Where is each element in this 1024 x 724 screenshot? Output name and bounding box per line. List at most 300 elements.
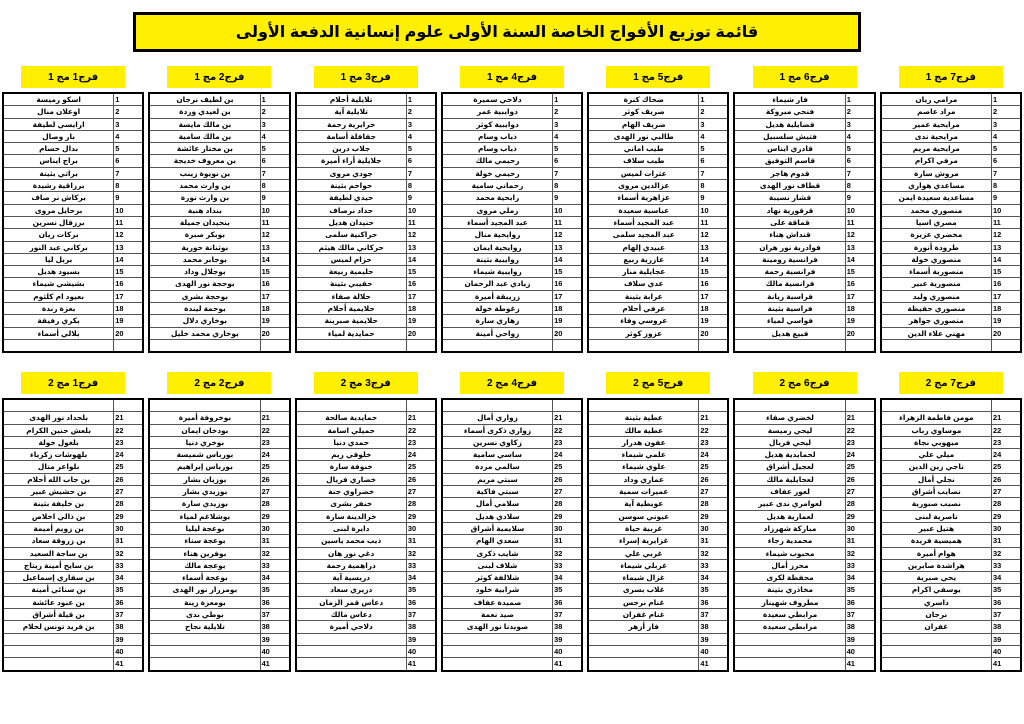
row-number	[845, 339, 875, 352]
student-name: نجلي أمال	[881, 473, 992, 485]
table-row	[881, 510, 1021, 522]
table-row	[442, 609, 582, 621]
row-number	[406, 339, 436, 352]
row-number	[553, 339, 583, 352]
roster-table	[441, 398, 583, 672]
student-name: قدوم هاجر	[734, 167, 845, 179]
student-name	[296, 339, 407, 352]
student-name	[3, 399, 114, 412]
row-number: 34	[114, 572, 144, 584]
table-row	[296, 486, 436, 498]
table-row	[149, 130, 289, 142]
student-name: برزاقية رشيدة	[3, 180, 114, 192]
table-row	[734, 399, 874, 412]
table-row	[881, 204, 1021, 216]
row-number: 20	[553, 327, 583, 339]
table-row	[881, 315, 1021, 327]
row-number: 41	[553, 658, 583, 671]
student-name: بن وارث محمد	[149, 180, 260, 192]
student-name: زواحي أمينة	[442, 327, 553, 339]
group-header-label: فرج1 مج 1	[21, 66, 125, 88]
student-name: بومعزة زينة	[149, 596, 260, 608]
student-name: لعجيل أشراق	[734, 461, 845, 473]
student-name: مرابطي سعيدة	[734, 621, 845, 633]
table-row	[296, 339, 436, 352]
table-row	[442, 522, 582, 534]
table-row	[149, 278, 289, 290]
row-number: 21	[260, 412, 290, 424]
student-name: فرانسية رحمة	[734, 266, 845, 278]
student-name: بن مالك مايسة	[149, 118, 260, 130]
table-row	[442, 253, 582, 265]
student-name: تلايلية آية	[296, 106, 407, 118]
student-name: عميرات سمية	[588, 486, 699, 498]
row-number: 16	[260, 278, 290, 290]
student-name: تلايلية نجاح	[149, 621, 260, 633]
student-name: عرابة بثينة	[588, 290, 699, 302]
row-number: 37	[699, 609, 729, 621]
table-row	[3, 290, 143, 302]
group-header-label: فرج2 مج 1	[167, 66, 271, 88]
student-name: بوزيدي سارة	[149, 498, 260, 510]
table-row	[881, 130, 1021, 142]
student-name: علوي شيماء	[588, 461, 699, 473]
table-row	[734, 192, 874, 204]
student-name: فواسي لمياء	[734, 315, 845, 327]
row-number: 10	[553, 204, 583, 216]
table-row	[3, 192, 143, 204]
table-row	[588, 315, 728, 327]
student-name: فاز أزهر	[588, 621, 699, 633]
student-name: لحمايدية هديل	[734, 449, 845, 461]
student-name: بوطي ندى	[149, 609, 260, 621]
row-number: 14	[406, 253, 436, 265]
row-number: 36	[845, 596, 875, 608]
student-name	[149, 633, 260, 645]
student-name	[296, 633, 407, 645]
table-row	[734, 596, 874, 608]
row-number: 12	[260, 229, 290, 241]
student-name	[442, 339, 553, 352]
student-name: شلالفة كوثر	[442, 572, 553, 584]
table-row	[734, 130, 874, 142]
student-name: بن حشيش عبير	[3, 486, 114, 498]
table-row	[442, 130, 582, 142]
table-row	[734, 106, 874, 118]
row-number: 38	[699, 621, 729, 633]
table-row	[149, 327, 289, 339]
table-row	[442, 106, 582, 118]
student-name: منصوري جواهر	[881, 315, 992, 327]
student-name	[149, 339, 260, 352]
row-number: 26	[260, 473, 290, 485]
student-name: خرالدينة سارة	[296, 510, 407, 522]
student-name: بن جاب الله أحلام	[3, 473, 114, 485]
row-number: 1	[991, 93, 1021, 106]
row-number: 21	[114, 412, 144, 424]
student-name	[734, 645, 845, 657]
row-number: 27	[114, 486, 144, 498]
row-number: 24	[553, 449, 583, 461]
row-number: 3	[699, 118, 729, 130]
table-row	[734, 229, 874, 241]
student-name: بن لطيف نرجان	[149, 93, 260, 106]
row-number: 33	[114, 559, 144, 571]
table-row	[442, 645, 582, 657]
student-name: ذياب وسام	[442, 130, 553, 142]
student-name: برحايل مروى	[3, 204, 114, 216]
row-number: 15	[553, 266, 583, 278]
student-name: اسكو رميسة	[3, 93, 114, 106]
row-number: 10	[991, 204, 1021, 216]
row-number: 3	[553, 118, 583, 130]
row-number: 13	[260, 241, 290, 253]
row-number: 40	[991, 645, 1021, 657]
row-number: 29	[406, 510, 436, 522]
row-number	[406, 399, 436, 412]
row-number: 41	[260, 658, 290, 671]
table-row	[296, 461, 436, 473]
student-name	[296, 645, 407, 657]
table-row	[296, 436, 436, 448]
student-name: حداد نرصاف	[296, 204, 407, 216]
student-name: نرجان	[881, 609, 992, 621]
table-row	[3, 572, 143, 584]
row-number: 31	[260, 535, 290, 547]
row-number: 39	[406, 633, 436, 645]
table-row	[588, 155, 728, 167]
row-number: 9	[991, 192, 1021, 204]
student-name: منصوري خولة	[881, 253, 992, 265]
table-row	[296, 658, 436, 671]
row-number: 2	[991, 106, 1021, 118]
table-row	[149, 303, 289, 315]
row-number: 8	[114, 180, 144, 192]
row-number: 26	[699, 473, 729, 485]
student-name: ذيب محمد ياسين	[296, 535, 407, 547]
table-row	[3, 130, 143, 142]
group-column	[0, 66, 146, 353]
row-number: 24	[845, 449, 875, 461]
table-row	[881, 621, 1021, 633]
table-row	[296, 253, 436, 265]
student-name: طرودة أنورة	[881, 241, 992, 253]
table-row	[296, 118, 436, 130]
row-number: 24	[260, 449, 290, 461]
row-number: 30	[845, 522, 875, 534]
table-row	[881, 498, 1021, 510]
student-name: براج ايناس	[3, 155, 114, 167]
student-name	[734, 633, 845, 645]
student-name: مرايحية مريم	[881, 143, 992, 155]
table-row	[296, 547, 436, 559]
table-row	[881, 596, 1021, 608]
table-row	[881, 522, 1021, 534]
row-number: 14	[699, 253, 729, 265]
student-name: بن سفاري إسماعيل	[3, 572, 114, 584]
row-number: 28	[260, 498, 290, 510]
student-name: حنيدان هديل	[296, 216, 407, 228]
row-number: 2	[260, 106, 290, 118]
student-name: خنوفة سارة	[296, 461, 407, 473]
student-name: بلحداد نور الهدى	[3, 412, 114, 424]
student-name: غربي علي	[588, 547, 699, 559]
table-row	[881, 412, 1021, 424]
row-number: 18	[991, 303, 1021, 315]
table-row	[3, 535, 143, 547]
student-name: دراهمية رحمة	[296, 559, 407, 571]
table-row	[3, 303, 143, 315]
table-row	[149, 118, 289, 130]
row-number: 28	[845, 498, 875, 510]
student-name: ليحي رميسة	[734, 424, 845, 436]
roster-table	[441, 92, 583, 353]
row-number: 16	[991, 278, 1021, 290]
student-name: روايحية ايمان	[442, 241, 553, 253]
table-row	[3, 155, 143, 167]
table-row	[734, 633, 874, 645]
table-row	[881, 327, 1021, 339]
table-row	[442, 290, 582, 302]
student-name: جفافلة أسامة	[296, 130, 407, 142]
table-row	[3, 584, 143, 596]
table-row	[588, 645, 728, 657]
row-number: 37	[406, 609, 436, 621]
student-name: يوسفي اكرام	[881, 584, 992, 596]
row-number: 6	[114, 155, 144, 167]
row-number: 15	[406, 266, 436, 278]
student-name: بن نويوة زينب	[149, 167, 260, 179]
student-name: عرفي أحلام	[588, 303, 699, 315]
table-row	[881, 290, 1021, 302]
table-row	[296, 216, 436, 228]
student-name: بركاش نر صاف	[3, 192, 114, 204]
student-name: عزاهرية أسماء	[588, 192, 699, 204]
row-number: 30	[114, 522, 144, 534]
row-number: 13	[406, 241, 436, 253]
row-number: 20	[114, 327, 144, 339]
roster-table	[2, 92, 144, 353]
table-row	[588, 229, 728, 241]
table-row	[3, 204, 143, 216]
student-name: بلهوشات زكرياء	[3, 449, 114, 461]
row-number: 18	[260, 303, 290, 315]
student-name: بن فريد تونس لحلام	[3, 621, 114, 633]
row-number: 27	[260, 486, 290, 498]
table-row	[3, 609, 143, 621]
student-name: تلايلية أحلام	[296, 93, 407, 106]
row-number: 3	[991, 118, 1021, 130]
row-number: 23	[845, 436, 875, 448]
row-number: 36	[114, 596, 144, 608]
student-name: برزقال نسرين	[3, 216, 114, 228]
student-name: ساسي سامية	[442, 449, 553, 461]
row-number: 25	[260, 461, 290, 473]
table-row	[588, 522, 728, 534]
row-number: 8	[260, 180, 290, 192]
student-name: منصوري وليد	[881, 290, 992, 302]
row-number: 10	[699, 204, 729, 216]
student-name	[734, 339, 845, 352]
row-number: 10	[845, 204, 875, 216]
row-number: 34	[845, 572, 875, 584]
table-row	[588, 339, 728, 352]
row-number: 34	[553, 572, 583, 584]
row-number: 38	[991, 621, 1021, 633]
student-name: غلاب بسرى	[588, 584, 699, 596]
row-number: 14	[553, 253, 583, 265]
table-row	[588, 658, 728, 671]
table-row	[296, 621, 436, 633]
table-row	[442, 399, 582, 412]
student-name: بن زويم أميمة	[3, 522, 114, 534]
table-row	[734, 658, 874, 671]
student-name: يحي صبرية	[881, 572, 992, 584]
student-name: بلعش حنين الكرام	[3, 424, 114, 436]
student-name: منصورية عبير	[881, 278, 992, 290]
row-number: 11	[260, 216, 290, 228]
table-row	[881, 216, 1021, 228]
table-row	[296, 559, 436, 571]
row-number: 13	[114, 241, 144, 253]
row-number: 22	[114, 424, 144, 436]
row-number: 39	[114, 633, 144, 645]
student-name: قطاف نور الهدى	[734, 180, 845, 192]
table-row	[588, 118, 728, 130]
student-name: بوشلاغم لمياء	[149, 510, 260, 522]
row-number: 2	[845, 106, 875, 118]
group-column	[293, 372, 439, 672]
row-number: 14	[991, 253, 1021, 265]
table-row	[881, 253, 1021, 265]
student-name	[296, 399, 407, 412]
student-name	[149, 645, 260, 657]
group-header-label: فرج2 مج 2	[167, 372, 271, 394]
table-row	[442, 461, 582, 473]
table-row	[296, 241, 436, 253]
row-number: 8	[845, 180, 875, 192]
table-row	[442, 621, 582, 633]
student-name: عطية بثينة	[588, 412, 699, 424]
table-row	[296, 106, 436, 118]
row-number: 35	[991, 584, 1021, 596]
student-name: علمي شيماء	[588, 449, 699, 461]
student-name	[881, 645, 992, 657]
group-columns-section-2	[0, 372, 1024, 672]
row-number: 35	[553, 584, 583, 596]
row-number	[991, 339, 1021, 352]
roster-table	[295, 398, 437, 672]
student-name: حيدي لطيفة	[296, 192, 407, 204]
student-name: حقيبي بثينة	[296, 278, 407, 290]
row-number: 28	[991, 498, 1021, 510]
table-row	[588, 143, 728, 155]
table-row	[734, 180, 874, 192]
table-row	[588, 106, 728, 118]
student-name: بوخاري محمد خليل	[149, 327, 260, 339]
row-number: 38	[406, 621, 436, 633]
student-name: اوعلان منال	[3, 106, 114, 118]
table-row	[3, 596, 143, 608]
row-number: 20	[845, 327, 875, 339]
student-name: بوخروفة أميرة	[149, 412, 260, 424]
student-name: غفران	[881, 621, 992, 633]
table-row	[442, 118, 582, 130]
table-row	[442, 229, 582, 241]
table-row	[734, 118, 874, 130]
student-name: بوجلال وداد	[149, 266, 260, 278]
student-name: بوعجة مالك	[149, 559, 260, 571]
table-row	[149, 522, 289, 534]
row-number: 12	[699, 229, 729, 241]
row-number: 29	[845, 510, 875, 522]
student-name: قنداش هناء	[734, 229, 845, 241]
table-row	[881, 547, 1021, 559]
row-number: 39	[845, 633, 875, 645]
student-name: دلاحي سميرة	[442, 93, 553, 106]
student-name: بن لعيدي وردة	[149, 106, 260, 118]
row-number: 13	[991, 241, 1021, 253]
student-name: فرانسية رومينة	[734, 253, 845, 265]
table-row	[149, 658, 289, 671]
row-number: 1	[260, 93, 290, 106]
student-name: مروش سارة	[881, 167, 992, 179]
group-column	[585, 372, 731, 672]
table-row	[734, 204, 874, 216]
student-name: نصيب صبورية	[881, 498, 992, 510]
student-name: لعوامري ندى عبير	[734, 498, 845, 510]
row-number: 5	[553, 143, 583, 155]
student-name: ناصرية لبنى	[881, 510, 992, 522]
table-row	[442, 315, 582, 327]
row-number: 11	[553, 216, 583, 228]
row-number: 20	[260, 327, 290, 339]
row-number: 33	[991, 559, 1021, 571]
row-number: 1	[845, 93, 875, 106]
group-header-label: فرج6 مج 1	[753, 66, 857, 88]
table-row	[3, 253, 143, 265]
table-row	[588, 498, 728, 510]
row-number: 25	[991, 461, 1021, 473]
row-number: 37	[845, 609, 875, 621]
row-number: 35	[406, 584, 436, 596]
table-row	[588, 253, 728, 265]
row-number: 17	[553, 290, 583, 302]
row-number: 10	[406, 204, 436, 216]
row-number: 25	[553, 461, 583, 473]
table-row	[442, 167, 582, 179]
student-name: بوجابر محمد	[149, 253, 260, 265]
row-number: 16	[406, 278, 436, 290]
table-row	[296, 180, 436, 192]
row-number: 24	[114, 449, 144, 461]
row-number: 40	[845, 645, 875, 657]
group-columns-section-1	[0, 66, 1024, 353]
table-row	[588, 596, 728, 608]
group-header-label: فرج7 مج 1	[899, 66, 1003, 88]
row-number: 24	[991, 449, 1021, 461]
table-row	[296, 498, 436, 510]
student-name: سلامي أمال	[442, 498, 553, 510]
row-number: 16	[114, 278, 144, 290]
student-name: بلالي أسماء	[3, 327, 114, 339]
table-row	[734, 621, 874, 633]
roster-table	[2, 398, 144, 672]
student-name: خنفر بشرى	[296, 498, 407, 510]
student-name: قرقورية نهاد	[734, 204, 845, 216]
table-row	[3, 510, 143, 522]
student-name: منصورية أسماء	[881, 266, 992, 278]
